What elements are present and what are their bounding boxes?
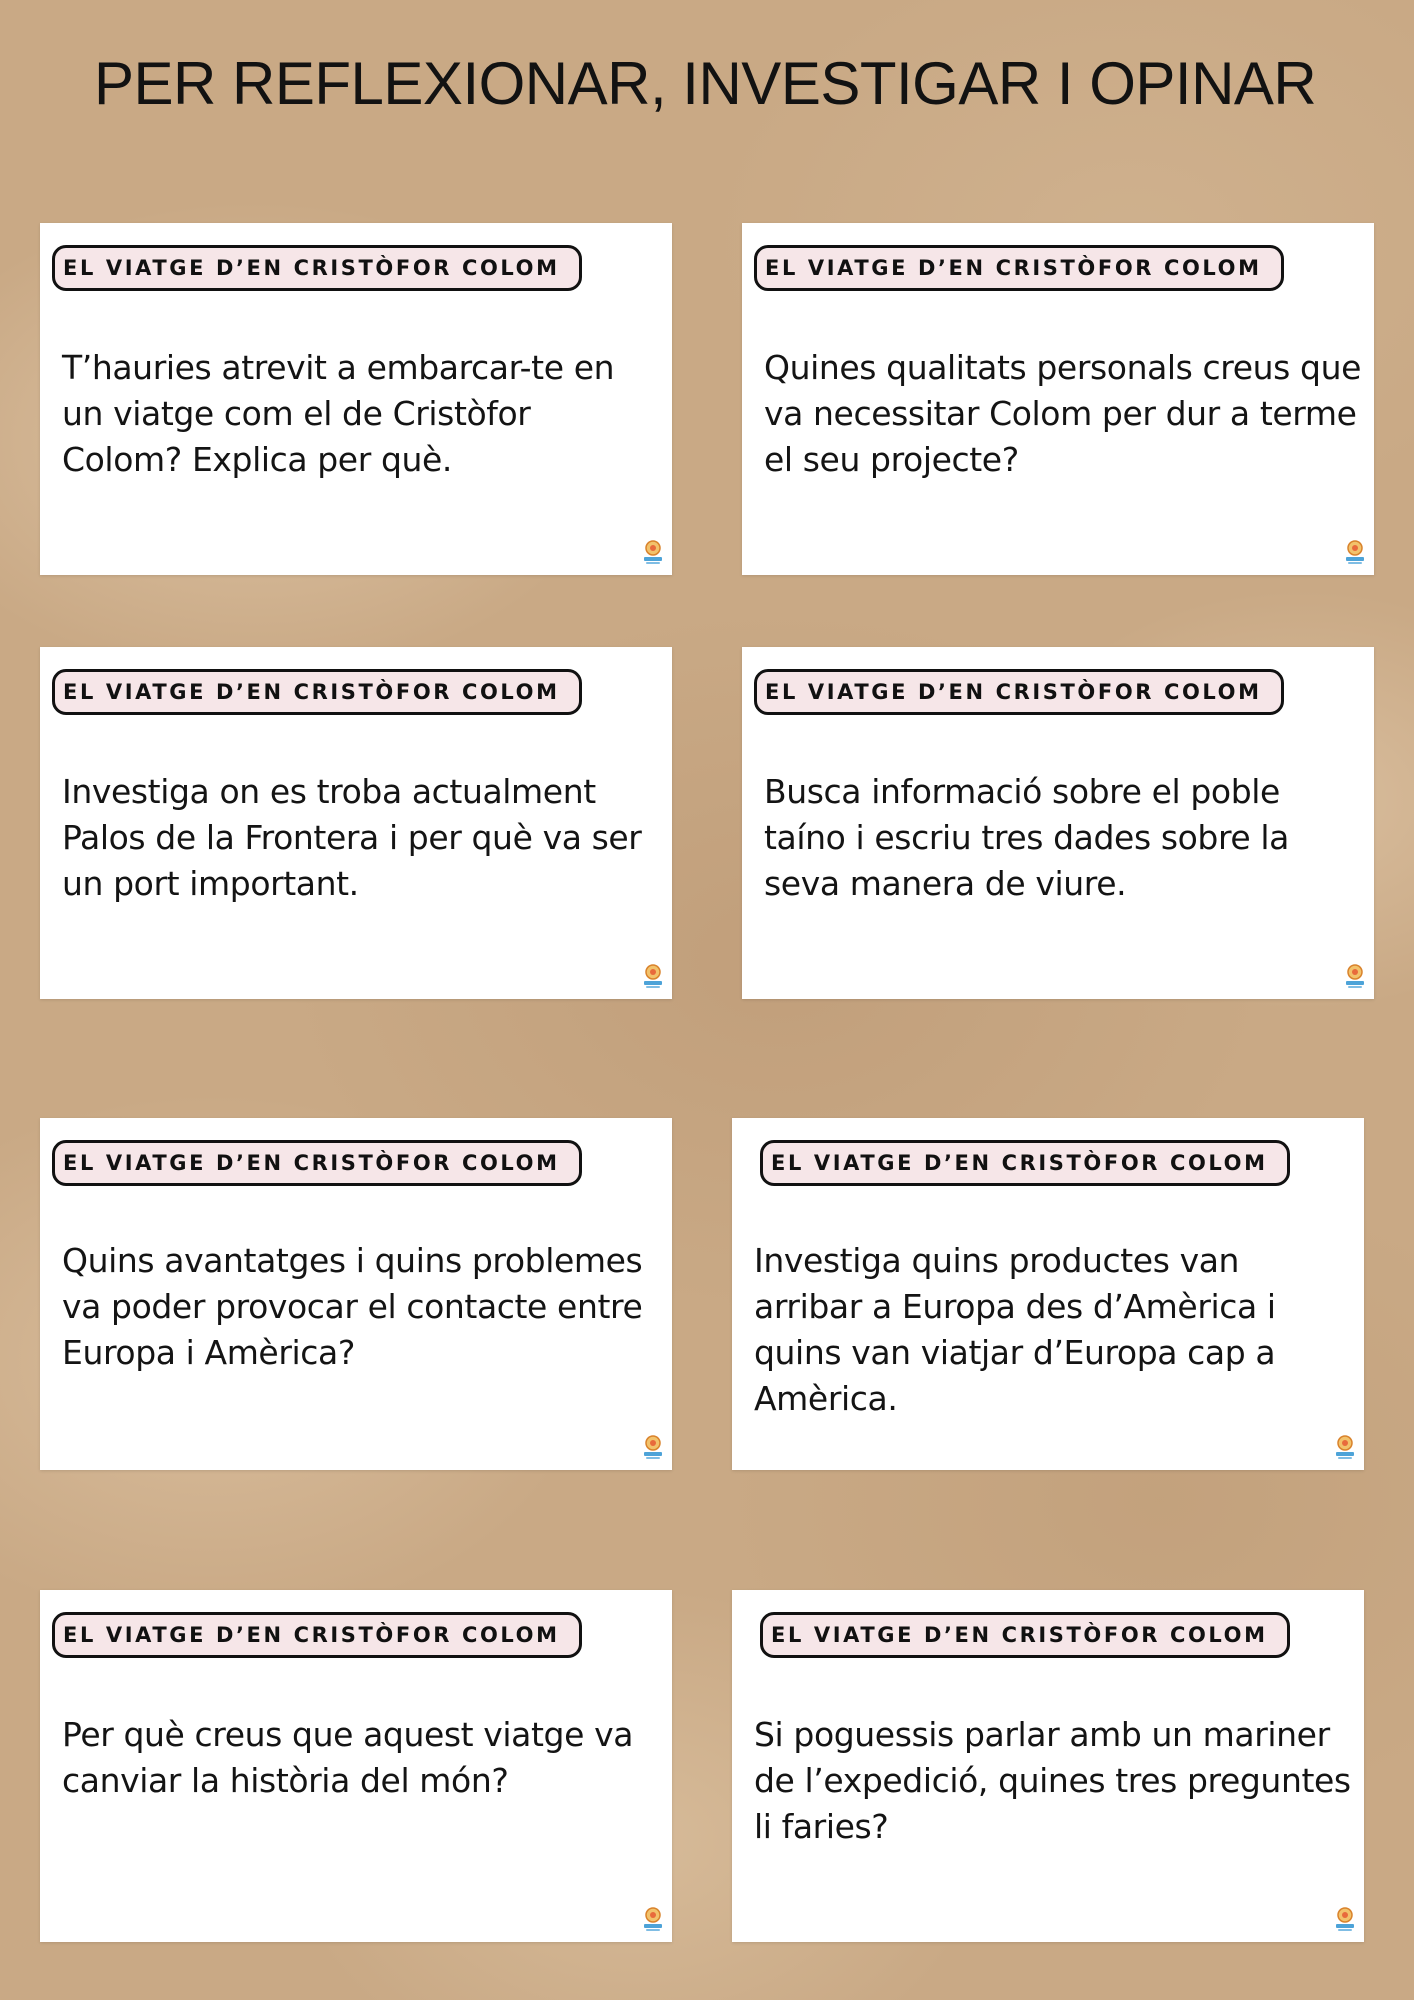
card-topic-tag: EL VIATGE D’EN CRISTÒFOR COLOM [52, 245, 582, 291]
card-question: Si poguessis parlar amb un mariner de l’expedició, quines tres preguntes li faries? [754, 1715, 1351, 1846]
brand-logo-icon [1342, 963, 1368, 991]
card-topic-tag: EL VIATGE D’EN CRISTÒFOR COLOM [52, 1140, 582, 1186]
card-question: Quines qualitats personals creus que va necessitar Colom per dur a terme el seu projecte? [764, 348, 1362, 479]
question-card [40, 223, 672, 575]
card-question: Quins avantatges i quins problemes va poder provocar el contacte entre Europa i Amèrica? [62, 1241, 643, 1372]
card-topic-tag: EL VIATGE D’EN CRISTÒFOR COLOM [754, 669, 1284, 715]
card-question: T’hauries atrevit a embarcar-te en un viatge com el de Cristòfor Colom? Explica per què. [62, 348, 615, 479]
card-topic-tag: EL VIATGE D’EN CRISTÒFOR COLOM [754, 245, 1284, 291]
brand-logo-icon [1332, 1434, 1358, 1462]
brand-logo-icon [640, 1434, 666, 1462]
question-card [40, 1590, 672, 1942]
card-question: Busca informació sobre el poble taíno i escriu tres dades sobre la seva manera de viure. [764, 772, 1289, 903]
card-question: Investiga on es troba actualment Palos de la Frontera i per què va ser un port important. [62, 772, 642, 903]
brand-logo-icon [640, 963, 666, 991]
question-card [742, 647, 1374, 999]
card-topic-tag: EL VIATGE D’EN CRISTÒFOR COLOM [52, 1612, 582, 1658]
question-card [40, 1118, 672, 1470]
brand-logo-icon [1332, 1906, 1358, 1934]
page-title: PER REFLEXIONAR, INVESTIGAR I OPINAR [94, 50, 1317, 117]
question-card [732, 1590, 1364, 1942]
card-topic-tag: EL VIATGE D’EN CRISTÒFOR COLOM [52, 669, 582, 715]
brand-logo-icon [640, 539, 666, 567]
card-topic-tag: EL VIATGE D’EN CRISTÒFOR COLOM [760, 1612, 1290, 1658]
question-card [732, 1118, 1364, 1470]
card-question: Investiga quins productes van arribar a Europa des d’Amèrica i quins van viatjar d’Europa cap a Amèrica. [754, 1241, 1276, 1418]
card-question: Per què creus que aquest viatge va canviar la història del món? [62, 1715, 634, 1800]
question-card [742, 223, 1374, 575]
brand-logo-icon [640, 1906, 666, 1934]
brand-logo-icon [1342, 539, 1368, 567]
card-topic-tag: EL VIATGE D’EN CRISTÒFOR COLOM [760, 1140, 1290, 1186]
question-card [40, 647, 672, 999]
